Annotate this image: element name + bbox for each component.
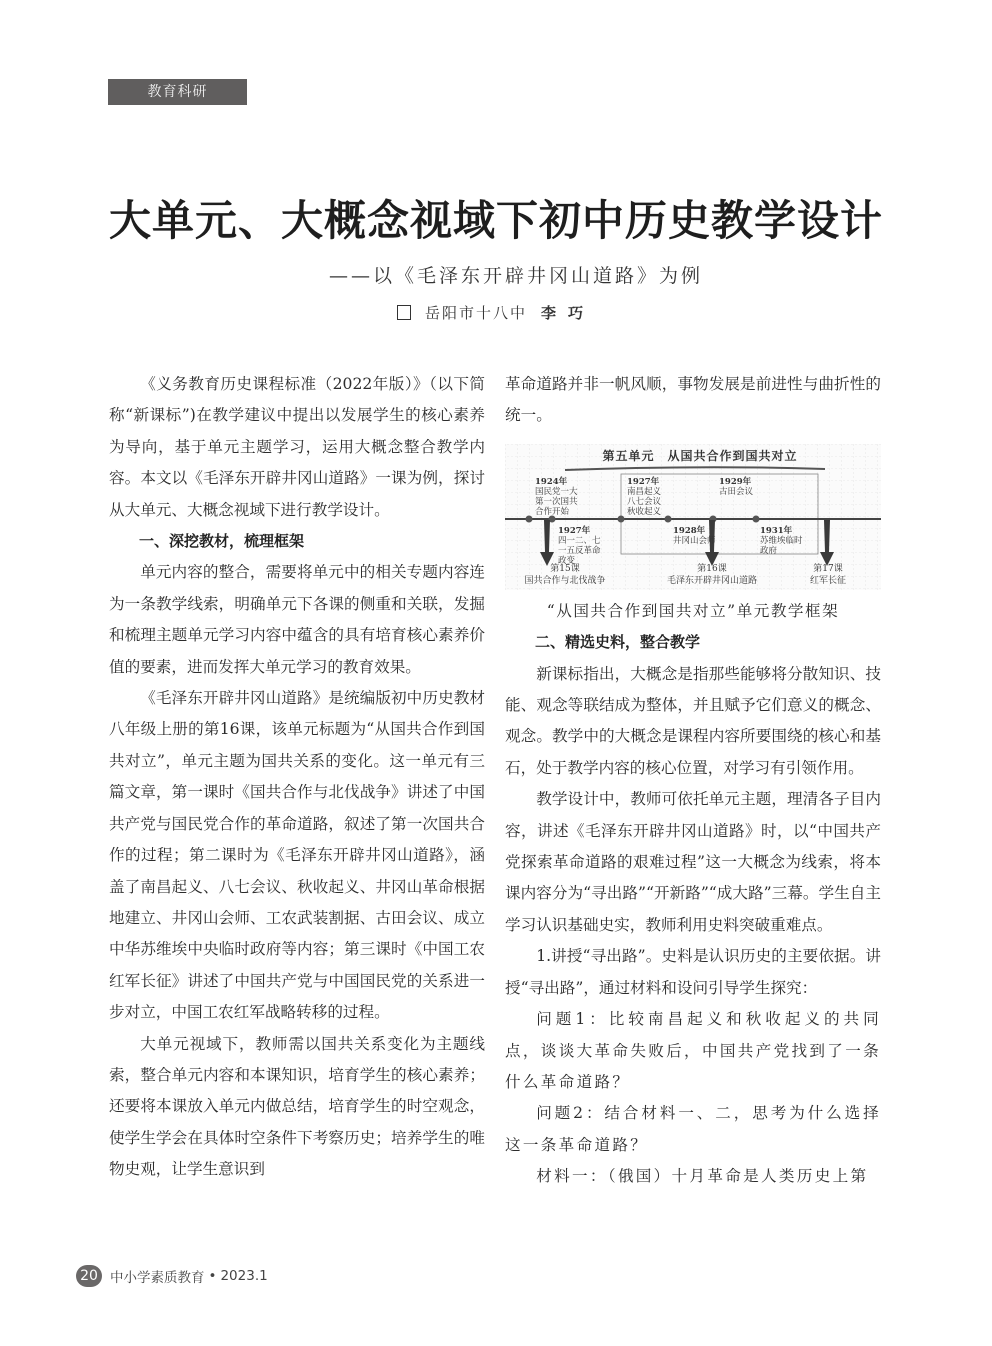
figure-caption: “从国共合作到国共对立”单元教学框架 — [546, 601, 840, 620]
paragraph: 革命道路并非一帆风顺，事物发展是前进性与曲折性的统一。 — [505, 375, 881, 425]
paragraph: 教学设计中，教师可依托单元主题，理清各子目内容，讲述《毛泽东开辟井冈山道路》时，以“中国共产党探索革命道路的艰难过程”这一大概念为线索，将本课内容分为“寻出路”“开新路”“成大路”三幕。学生自主学习认识基础史实，教师利用史料突破重难点。 — [505, 790, 881, 934]
byline — [0, 302, 992, 323]
event-text: 国民党一大 — [535, 486, 578, 497]
intro-paragraph: 《义务教育历史课程标准（2022年版）》（以下简称“新课标”)在教学建议中提出以发展学生的核心素养为导向，基于单元主题学习，运用大概念整合教学内容。本文以《毛泽东开辟井冈山道路》一课为例，探讨从大单元、大概念视域下进行教学设计。 — [109, 375, 485, 519]
event-text: 秋收起义 — [627, 506, 662, 517]
paragraph: 单元内容的整合，需要将单元中的相关专题内容连为一条教学线索，明确单元下各课的侧重和关联，发掘和梳理主题单元学习内容中蕴含的具有培育核心素养价值的要素，进而发挥大单元学习的教育效果。 — [109, 563, 485, 676]
author: 李巧 — [541, 304, 596, 322]
event-above — [719, 476, 754, 497]
journal-name: 中小学素质教育 — [110, 1270, 205, 1286]
left-column — [109, 369, 485, 1186]
event-text: 八七会议 — [627, 496, 662, 507]
timeline-dot — [618, 515, 625, 522]
event-year: 1931年 — [760, 525, 793, 536]
event-year: 1929年 — [719, 476, 752, 487]
section-heading-2: 二、精选史料，整合教学 — [535, 633, 701, 652]
unit-title: 第五单元 从国共合作到国共对立 — [602, 448, 798, 463]
lesson-number: 第17课 — [813, 563, 843, 574]
question-2: 问题2：结合材料一、二，思考为什么选择这一条革命道路？ — [505, 1104, 881, 1154]
lesson-number: 第15课 — [550, 563, 580, 574]
event-text: 合作开始 — [535, 506, 570, 517]
page-number: 20 — [76, 1265, 102, 1287]
event-text: 第一次国共 — [535, 496, 578, 507]
paragraph: 大单元视域下，教师需以国共关系变化为主题线索，整合单元内容和本课知识，培育学生的核心素养；还要将本课放入单元内做总结，培育学生的时空观念，使学生学会在具体时空条件下考察历史；培养学生的唯物史观，让学生意识到 — [109, 1034, 485, 1179]
issue: 2023.1 — [220, 1268, 268, 1284]
article-title: 大单元、大概念视域下初中历史教学设计 — [108, 196, 883, 245]
timeline-diagram — [505, 444, 881, 590]
event-text: 井冈山会师 — [673, 535, 716, 546]
affiliation: 岳阳市十八中 — [424, 304, 527, 322]
event-text: 一五反革命 — [558, 545, 601, 556]
event-text: 政变 — [558, 555, 576, 566]
section-heading-1: 一、深挖教材，梳理框架 — [139, 532, 305, 551]
event-year: 1927年 — [627, 476, 660, 487]
event-year: 1924年 — [535, 476, 568, 487]
lesson-number: 第16课 — [697, 563, 727, 574]
paragraph: 新课标指出，大概念是指那些能够将分散知识、技能、观念等联结成为整体，并且赋予它们意义的概念、观念。教学中的大概念是课程内容所要围绕的核心和基石，处于教学内容的核心位置，对学习有引领作用。 — [505, 664, 881, 777]
timeline-dot — [526, 515, 533, 522]
byline-box-icon — [397, 305, 411, 320]
paragraph: 1.讲授“寻出路”。史料是认识历史的主要依据。讲授“寻出路”，通过材料和设问引导学生探究： — [505, 947, 881, 997]
timeline-dot — [665, 515, 672, 522]
event-text: 古田会议 — [719, 486, 754, 497]
material-1: 材料一：（俄国）十月革命是人类历史上第 — [536, 1167, 869, 1186]
event-text: 四一二、七 — [558, 535, 601, 546]
page-footer — [76, 1265, 268, 1287]
unit-framework-figure — [505, 444, 881, 590]
event-text: 苏维埃临时 — [760, 535, 803, 546]
event-text: 南昌起义 — [627, 486, 662, 497]
section-tag: 教育科研 — [108, 79, 247, 105]
event-above — [627, 476, 662, 517]
lesson-name: 红军长征 — [809, 575, 847, 586]
event-text: 政府 — [760, 545, 778, 556]
footer-separator: • — [208, 1268, 217, 1284]
event-year: 1927年 — [558, 525, 591, 536]
timeline-dot — [753, 515, 760, 522]
right-column — [505, 369, 881, 1193]
paragraph: 《毛泽东开辟井冈山道路》是统编版初中历史教材八年级上册的第16课，该单元标题为“从国共合作到国共对立”，单元主题为国共关系的变化。这一单元有三篇文章，第一课时《国共合作与北伐战争》讲述了中国共产党与国民党合作的革命道路，叙述了第一次国共合作的过程；第二课时为《毛泽东开辟井冈山道路》，涵盖了南昌起义、八七会议、秋收起义、井冈山革命根据地建立、井冈山会师、工农武装割据、古田会议、成立中华苏维埃中央临时政府等内容；第三课时《中国工农红军长征》讲述了中国共产党与中国国民党的关系进一步对立，中国工农红军战略转移的过程。 — [109, 689, 485, 1022]
article-subtitle: ——以《毛泽东开辟井冈山道路》为例 — [328, 265, 703, 287]
lesson-name: 毛泽东开辟井冈山道路 — [666, 575, 758, 586]
question-1: 问题1：比较南昌起义和秋收起义的共同点，谈谈大革命失败后，中国共产党找到了一条什么革命道路？ — [505, 1010, 881, 1091]
lesson-name: 国共合作与北伐战争 — [524, 575, 606, 586]
event-year: 1928年 — [673, 525, 706, 536]
